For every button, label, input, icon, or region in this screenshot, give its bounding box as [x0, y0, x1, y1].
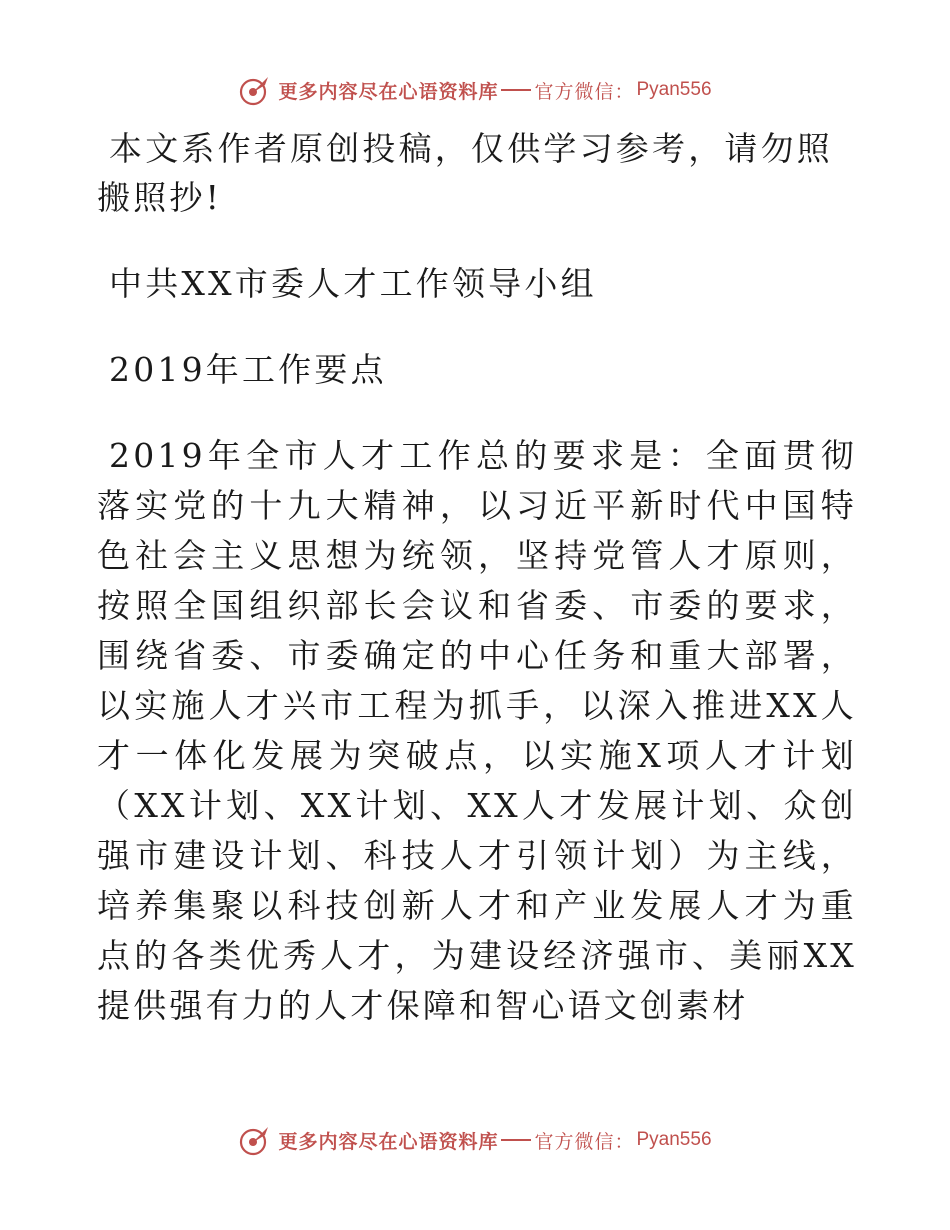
banner-wechat-label: 官方微信： [534, 80, 635, 103]
document-title: 2019年工作要点 [109, 350, 387, 389]
banner-brand-text: 更多内容尽在心语资料库 [278, 1130, 499, 1153]
banner-wechat-id: Pyan556 [636, 79, 712, 100]
banner-dash [501, 89, 531, 91]
document-content [97, 124, 857, 1031]
banner-wechat-id: Pyan556 [636, 1129, 712, 1150]
body-paragraph: 2019年全市人才工作总的要求是：全面贯彻落实党的十九大精神，以习近平新时代中国特色社会主义思想为统领，坚持党管人才原则，按照全国组织部长会议和省委、市委的要求，围绕省委、市委确定的中心任务和重大部署，以实施人才兴市工程为抓手，以深入推进XX人才一体化发展为突破点，以实施X项人才计划（XX计划、XX计划、XX人才发展计划、众创强市建设计划、科技人才引领计划）为主线，培养集聚以科技创新人才和产业发展人才为重点的各类优秀人才，为建设经济强市、美丽XX提供强有力的人才保障和智心语文创素材 [97, 436, 857, 1025]
feather-quill-logo-icon [238, 73, 272, 107]
banner-dash [501, 1139, 531, 1141]
footer-banner [0, 1120, 950, 1160]
banner-wechat-label: 官方微信： [534, 1130, 635, 1153]
header-banner [0, 70, 950, 110]
organization-line: 中共XX市委人才工作领导小组 [109, 264, 597, 303]
feather-quill-logo-icon [238, 1123, 272, 1157]
copyright-notice: 本文系作者原创投稿，仅供学习参考，请勿照搬照抄! [97, 129, 833, 217]
banner-brand-text: 更多内容尽在心语资料库 [278, 80, 499, 103]
